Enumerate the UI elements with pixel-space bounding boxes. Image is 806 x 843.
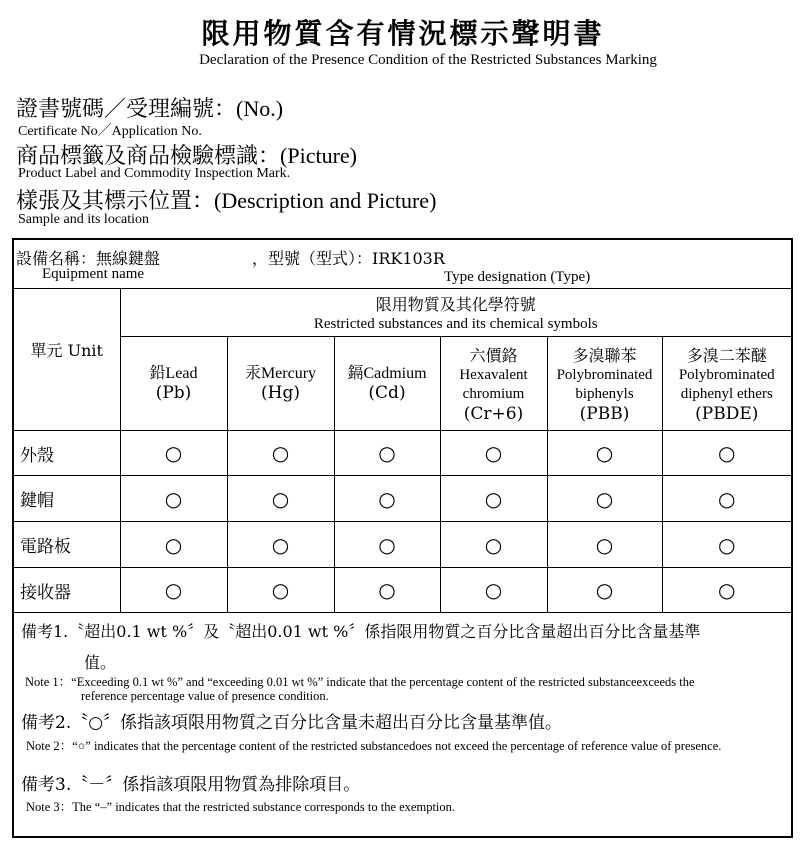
mark-cell: ○ <box>440 476 547 522</box>
column-header-pbde: 多溴二苯醚 Polybrominated diphenyl ethers (PBDE) <box>662 337 791 431</box>
mark-cell: ○ <box>547 522 662 568</box>
equipment-name: 設備名稱：無線鍵盤 <box>16 249 161 268</box>
substances-group-header: 限用物質及其化學符號 Restricted substances and its chemical symbols <box>120 289 791 337</box>
product-label-label-en: Product Label and Commodity Inspection Mark. <box>18 166 291 181</box>
mark-cell: ○ <box>227 522 334 568</box>
mark-cell: ○ <box>120 431 227 476</box>
note-3-zh: 備考3.〝－〞係指該項限用物質為排除項目。 <box>21 775 361 795</box>
mark-cell: ○ <box>120 568 227 613</box>
mark-cell: ○ <box>547 568 662 613</box>
mark-cell: ○ <box>662 568 791 613</box>
mark-cell: ○ <box>662 431 791 476</box>
mark-cell: ○ <box>120 522 227 568</box>
certificate-number-label-en: Certificate No／Application No. <box>18 124 202 139</box>
equipment-name-en: Equipment name <box>42 266 145 282</box>
row-label-housing: 外殼 <box>14 431 120 476</box>
column-header-cadmium: 鎘Cadmium (Cd) <box>334 337 440 431</box>
restricted-substances-table <box>14 240 791 613</box>
mark-cell: ○ <box>547 476 662 522</box>
mark-cell: ○ <box>227 476 334 522</box>
model-number: ，型號（型式）：IRK103R <box>252 249 445 268</box>
note-3-en: Note 3：The “–” indicates that the restricted substance corresponds to the exemption. <box>26 800 456 814</box>
table-row <box>14 568 791 613</box>
row-label-circuit-board: 電路板 <box>14 522 120 568</box>
row-label-receiver: 接收器 <box>14 568 120 613</box>
mark-cell: ○ <box>440 431 547 476</box>
note-2-zh: 備考2.〝○〞係指該項限用物質之百分比含量未超出百分比含量基準值。 <box>21 713 563 733</box>
mark-cell: ○ <box>662 476 791 522</box>
table-row <box>14 522 791 568</box>
column-header-mercury: 汞Mercury (Hg) <box>227 337 334 431</box>
mark-cell: ○ <box>440 522 547 568</box>
page-title: 限用物質含有情況標示聲明書 <box>201 17 605 50</box>
mark-cell: ○ <box>334 476 440 522</box>
mark-cell: ○ <box>334 431 440 476</box>
note-1-zh: 備考1.〝超出0.1 wt %〞及〝超出0.01 wt %〞係指限用物質之百分比含量超出百分比含量基準 <box>21 622 701 641</box>
note-1-en-cont: reference percentage value of presence condition. <box>81 689 329 703</box>
row-label-keycap: 鍵帽 <box>14 476 120 522</box>
note-1-zh-cont: 值。 <box>84 653 117 672</box>
mark-cell: ○ <box>547 431 662 476</box>
sample-location-label: 樣張及其標示位置：(Description and Picture) <box>16 188 437 214</box>
mark-cell: ○ <box>334 568 440 613</box>
mark-cell: ○ <box>227 431 334 476</box>
product-label-label: 商品標籤及商品檢驗標識：(Picture) <box>16 143 357 169</box>
unit-header: 單元 Unit <box>14 289 120 431</box>
note-1-en: Note 1：“Exceeding 0.1 wt %” and “exceeding 0.01 wt %” indicate that the percentage content of the restricted substanceexceeds the <box>25 675 695 689</box>
table-row <box>14 476 791 522</box>
sample-location-label-en: Sample and its location <box>18 212 150 227</box>
equipment-row <box>14 240 791 289</box>
column-header-pbb: 多溴聯苯 Polybrominated biphenyls (PBB) <box>547 337 662 431</box>
model-number-en: Type designation (Type) <box>444 269 591 285</box>
mark-cell: ○ <box>440 568 547 613</box>
restricted-substances-form <box>12 238 793 838</box>
table-row <box>14 431 791 476</box>
mark-cell: ○ <box>334 522 440 568</box>
page-subtitle: Declaration of the Presence Condition of the Restricted Substances Marking <box>199 52 657 68</box>
mark-cell: ○ <box>120 476 227 522</box>
column-header-hexavalent-chromium: 六價鉻 Hexavalent chromium (Cr+6) <box>440 337 547 431</box>
certificate-number-label: 證書號碼／受理編號：(No.) <box>16 96 284 122</box>
note-2-en: Note 2：“○” indicates that the percentage content of the restricted substancedoes not exceed the percentage of reference value of presence. <box>26 739 722 753</box>
mark-cell: ○ <box>227 568 334 613</box>
mark-cell: ○ <box>662 522 791 568</box>
column-header-lead: 鉛Lead (Pb) <box>120 337 227 431</box>
